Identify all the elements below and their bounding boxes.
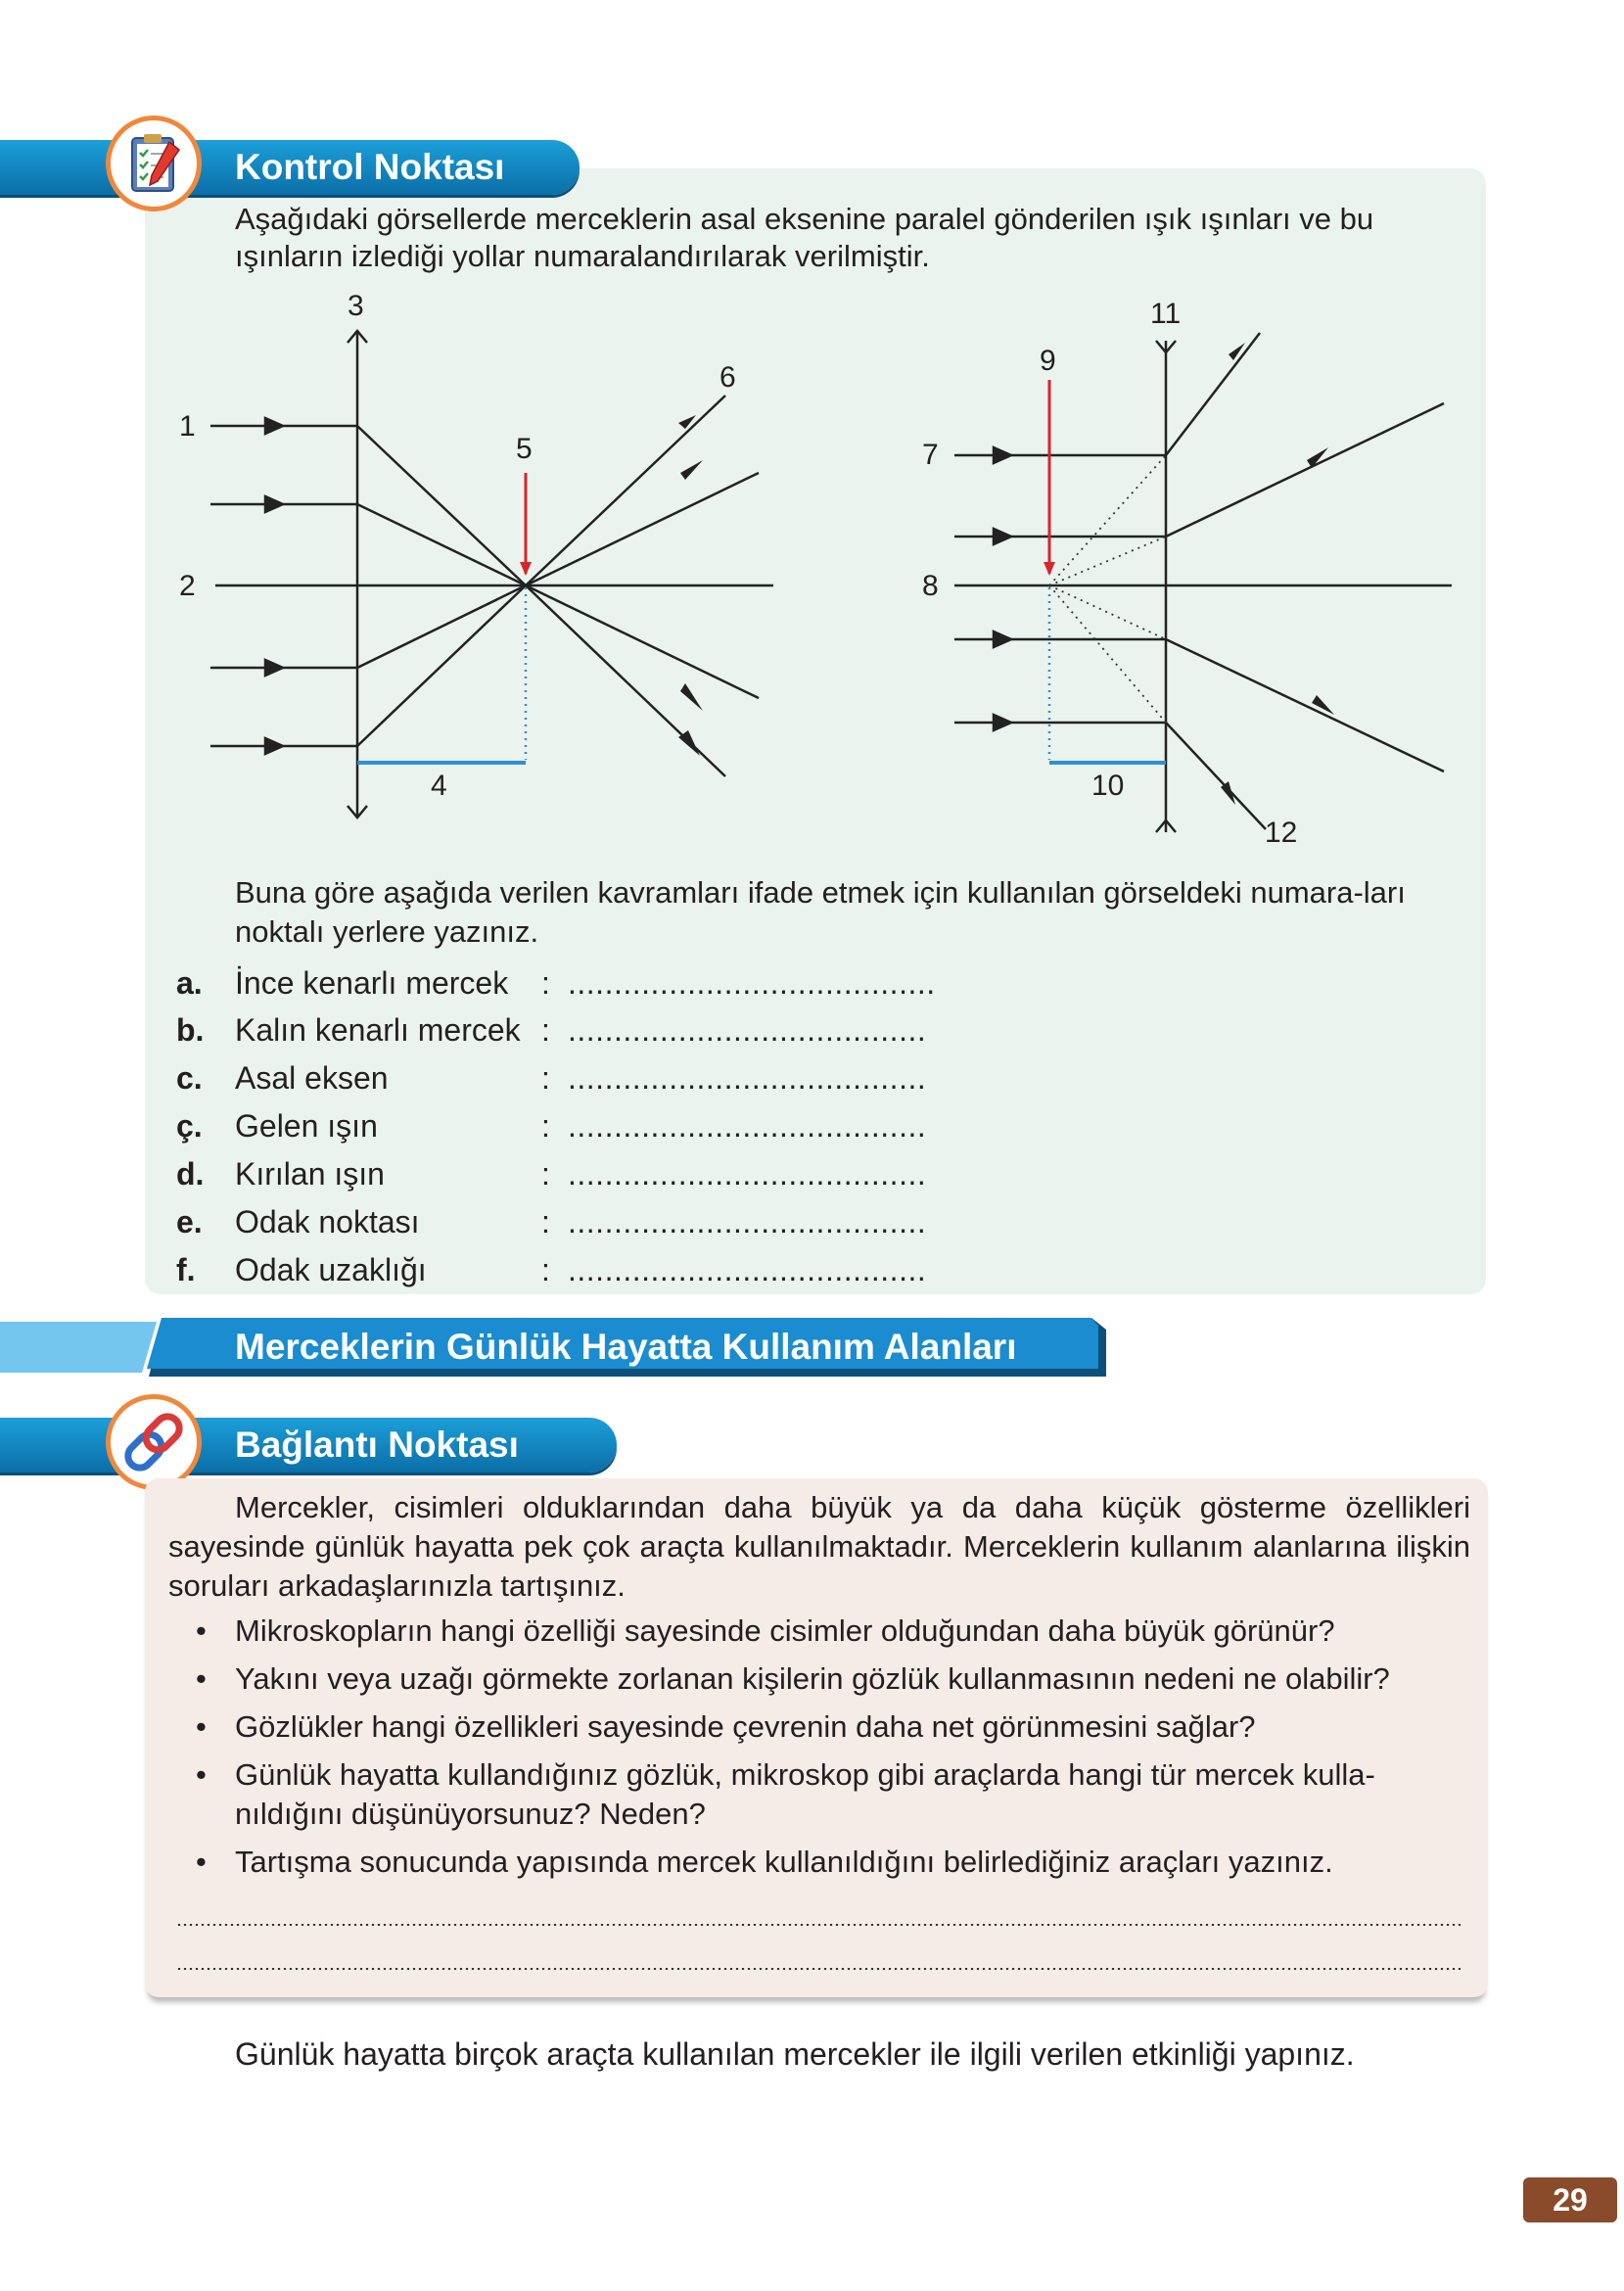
item-label: Odak noktası	[235, 1204, 420, 1239]
item-letter: b.	[176, 1012, 205, 1048]
item-label: Asal eksen	[235, 1060, 389, 1096]
bullet-item	[196, 1755, 1478, 1834]
bullet-dot: •	[196, 1709, 207, 1744]
item-colon: :	[541, 1108, 550, 1144]
answer-blank[interactable]: .......................................	[568, 1204, 927, 1239]
bullet-item	[196, 1707, 1478, 1747]
kontrol-intro: Aşağıdaki görsellerde merceklerin asal eksenine paralel gönderilen ışık ışınları ve bu ışınların izlediği yollar numaralandırılarak verilmiştir.	[235, 202, 1374, 273]
item-label: Gelen ışın	[235, 1108, 378, 1144]
label-5: 5	[516, 433, 533, 465]
item-letter: a.	[176, 965, 203, 1001]
item-colon: :	[541, 1060, 550, 1096]
label-2: 2	[179, 570, 196, 602]
item-label: Odak uzaklığı	[235, 1252, 427, 1287]
diverging-lens-diagram	[954, 333, 1452, 832]
item-colon: :	[541, 965, 550, 1001]
label-4: 4	[431, 770, 447, 802]
label-6: 6	[719, 361, 736, 394]
bullet-text: Günlük hayatta kullandığınız gözlük, mikroskop gibi araçlarda hangi tür mercek kulla-nıldığını düşünüyorsunuz? Neden?	[235, 1757, 1375, 1831]
item-label: İnce kenarlı mercek	[235, 965, 509, 1001]
bullet-text: Mikroskopların hangi özelliği sayesinde cisimler olduğundan daha büyük görünür?	[235, 1613, 1335, 1648]
answer-blank[interactable]: .......................................	[568, 1012, 927, 1048]
bullet-dot: •	[196, 1845, 207, 1879]
bullet-text: Tartışma sonucunda yapısında mercek kullanıldığını belirlediğiniz araçları yazınız.	[235, 1845, 1333, 1879]
bullet-dot: •	[196, 1757, 207, 1792]
bullet-text: Gözlükler hangi özellikleri sayesinde çevrenin daha net görünmesini sağlar?	[235, 1709, 1256, 1744]
label-11: 11	[1150, 298, 1182, 330]
label-12: 12	[1265, 817, 1298, 849]
item-letter: f.	[176, 1252, 196, 1287]
answer-blank[interactable]: .......................................	[568, 1108, 927, 1144]
chain-link-icon	[106, 1394, 202, 1490]
answer-line[interactable]	[176, 1968, 1461, 1970]
kontrol-question: Buna göre aşağıda verilen kavramları ifade etmek için kullanılan görseldeki numara-ları noktalı yerlere yazınız.	[235, 875, 1406, 949]
answer-blank[interactable]: .......................................	[568, 1156, 927, 1192]
bullet-item	[196, 1612, 1478, 1651]
baglanti-paragraph	[168, 1488, 1470, 1606]
label-8: 8	[922, 570, 939, 602]
answer-blank[interactable]: .......................................	[568, 1252, 927, 1287]
clipboard-checklist-icon	[106, 116, 202, 211]
item-colon: :	[541, 1012, 550, 1048]
item-colon: :	[541, 1252, 550, 1287]
bullet-dot: •	[196, 1661, 207, 1696]
page-number: 29	[1523, 2177, 1617, 2222]
label-3: 3	[348, 290, 364, 322]
bullet-text: Yakını veya uzağı görmekte zorlanan kişilerin gözlük kullanmasının nedeni ne olabilir?	[235, 1661, 1390, 1696]
bullet-dot: •	[196, 1613, 207, 1648]
answer-line[interactable]	[176, 1924, 1461, 1926]
baglanti-title: Bağlantı Noktası	[235, 1425, 519, 1465]
item-label: Kırılan ışın	[235, 1156, 385, 1192]
label-10: 10	[1091, 770, 1125, 802]
bullet-item	[196, 1843, 1478, 1882]
item-letter: d.	[176, 1156, 205, 1192]
discussion-questions	[196, 1612, 1478, 1891]
item-letter: ç.	[176, 1108, 203, 1144]
answer-blank[interactable]: ........................................	[568, 965, 936, 1001]
item-label: Kalın kenarlı mercek	[235, 1012, 521, 1048]
kontrol-title: Kontrol Noktası	[235, 147, 505, 187]
baglanti-paragraph-text: Mercekler, cisimleri olduklarından daha büyük ya da daha küçük gösterme özellikleri sayesinde günlük hayatta pek çok araçta kullanılmaktadır. Merceklerin kullanım alanlarına ilişkin soruları arkadaşlarınızla tartışınız.	[168, 1490, 1470, 1603]
lens-diagrams	[171, 284, 1483, 862]
converging-lens-diagram	[210, 331, 773, 818]
section-title: Merceklerin Günlük Hayatta Kullanım Alanları	[235, 1327, 1017, 1367]
item-colon: :	[541, 1204, 550, 1239]
label-9: 9	[1040, 345, 1056, 377]
label-7: 7	[922, 439, 939, 471]
label-1: 1	[179, 410, 196, 443]
item-colon: :	[541, 1156, 550, 1192]
activity-instruction: Günlük hayatta birçok araçta kullanılan mercekler ile ilgili verilen etkinliği yapınız.	[235, 2036, 1355, 2072]
item-letter: e.	[176, 1204, 203, 1239]
item-letter: c.	[176, 1060, 203, 1096]
bullet-item	[196, 1660, 1478, 1699]
answer-blank[interactable]: .......................................	[568, 1060, 927, 1096]
